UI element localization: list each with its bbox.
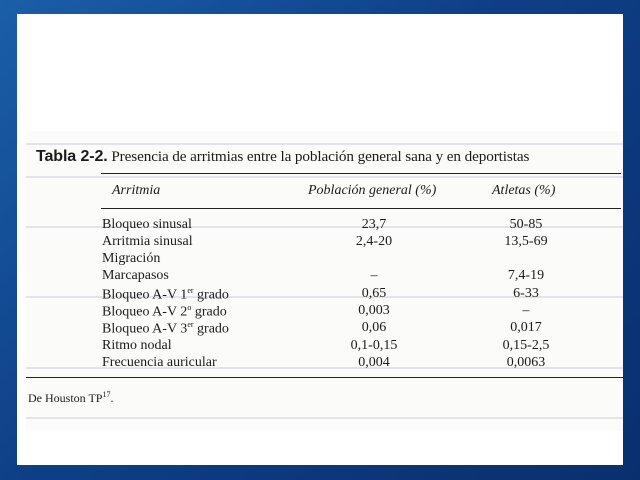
table-label: Tabla 2-2. xyxy=(36,148,108,165)
cell-arritmia: Frecuencia auricular xyxy=(102,355,217,370)
cell-general: 0,06 xyxy=(361,320,387,335)
cell-general: 0,003 xyxy=(358,303,390,318)
header-poblacion: Población general (%) xyxy=(308,183,437,198)
cell-atletas: 0,15-2,5 xyxy=(502,338,550,353)
header-atletas: Atletas (%) xyxy=(492,183,556,198)
table-row xyxy=(26,268,623,285)
cell-atletas: 6-33 xyxy=(513,286,539,301)
bottom-rule xyxy=(26,377,623,378)
table-row xyxy=(26,303,623,320)
cell-arritmia: Migración xyxy=(102,251,161,266)
cell-atletas: – xyxy=(522,303,530,318)
table-row xyxy=(26,355,623,372)
cell-general: 0,65 xyxy=(361,286,387,301)
cell-general: 0,004 xyxy=(358,355,390,370)
cell-general: 23,7 xyxy=(361,217,387,232)
table-row xyxy=(26,286,623,303)
slide-background xyxy=(17,14,623,465)
table-row xyxy=(26,251,623,268)
cell-atletas: 13,5-69 xyxy=(504,234,548,249)
cell-atletas: 0,017 xyxy=(510,320,542,335)
table-row xyxy=(26,338,623,355)
cell-arritmia: Marcapasos xyxy=(102,268,169,283)
cell-arritmia: Ritmo nodal xyxy=(102,338,172,353)
cell-arritmia: Bloqueo A-V 1er grado xyxy=(102,286,229,303)
bleed-through-line xyxy=(26,143,623,145)
cell-arritmia: Bloqueo sinusal xyxy=(102,217,192,232)
header-rule xyxy=(101,208,621,209)
table-row xyxy=(26,320,623,337)
cell-arritmia: Bloqueo A-V 2$^o$ grado xyxy=(102,303,227,320)
cell-atletas: 0,0063 xyxy=(506,355,546,370)
table-caption xyxy=(36,148,621,166)
cell-arritmia: Arritmia sinusal xyxy=(102,234,193,249)
cell-general: 2,4-20 xyxy=(355,234,393,249)
source-note: De Houston TP$^{17}$. xyxy=(28,390,114,405)
bleed-through-line xyxy=(26,176,623,178)
cell-atletas: 50-85 xyxy=(509,217,543,232)
cell-atletas: 7,4-19 xyxy=(507,268,545,283)
caption-text: Presencia de arritmias entre la población general sana y en deportistas xyxy=(107,148,530,165)
table-row xyxy=(26,217,623,234)
cell-general: 0,1-0,15 xyxy=(350,338,398,353)
cell-general: – xyxy=(370,268,378,283)
scanned-document xyxy=(26,131,623,431)
cell-arritmia: Bloqueo A-V 3er grado xyxy=(102,320,229,337)
header-arritmia: Arritmia xyxy=(112,183,161,198)
table-row xyxy=(26,234,623,251)
bleed-through-line xyxy=(26,417,623,419)
top-rule xyxy=(101,173,621,174)
